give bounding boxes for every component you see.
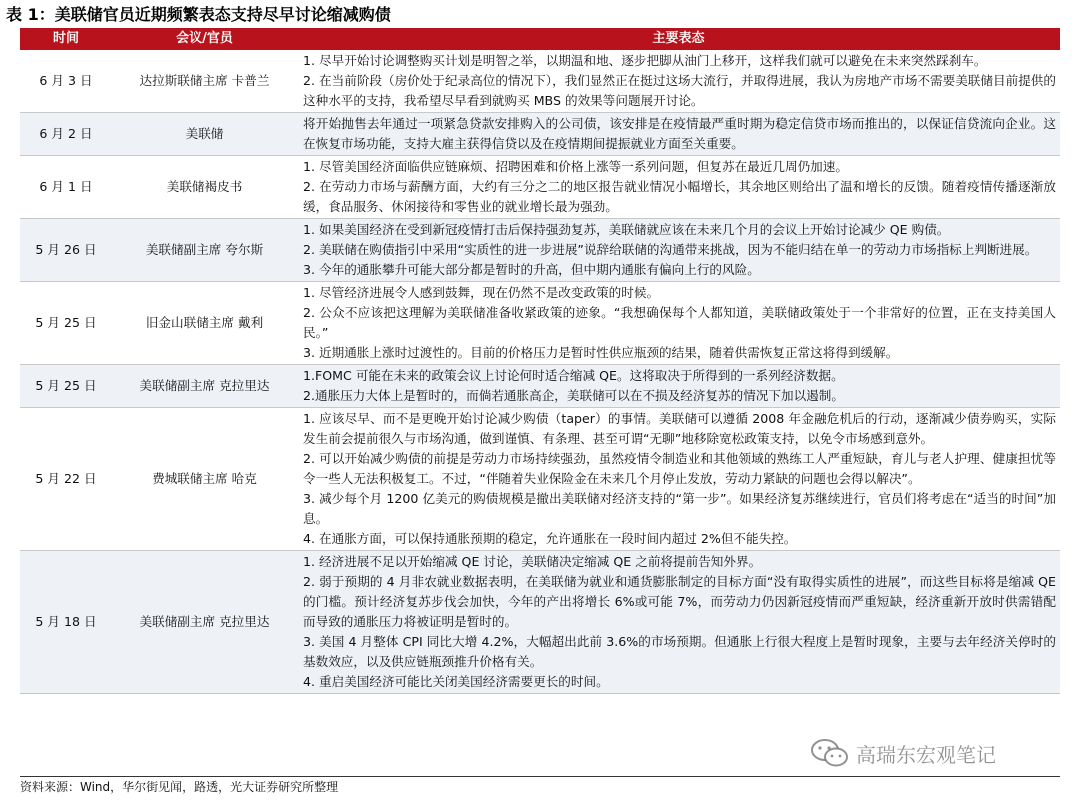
- row-content: [297, 50, 1060, 113]
- statements-table: [20, 28, 1060, 694]
- row-date: 6 月 3 日: [20, 50, 112, 113]
- statement-line: 1. 如果美国经济在受到新冠疫情打击后保持强劲复苏，美联储就应该在未来几个月的会议上开始讨论减少 QE 购债。: [303, 222, 950, 237]
- statement-line: 2. 可以开始减少购债的前提是劳动力市场持续强劲，虽然疫情令制造业和其他领域的熟练工人严重短缺，育儿与老人护理、健康担忧等令一些人无法积极复工。不过，“伴随着失业保险金在未来几个月停止发放，劳动力紧缺的问题也会得以解决”。: [303, 451, 1056, 486]
- header-date: 时间: [20, 28, 112, 50]
- wechat-icon: [810, 738, 850, 768]
- row-meeting: 费城联储主席 哈克: [112, 408, 297, 551]
- row-meeting: 美联储副主席 克拉里达: [112, 551, 297, 694]
- statement-line: 1.FOMC 可能在未来的政策会议上讨论何时适合缩减 QE。这将取决于所得到的一系列经济数据。: [303, 368, 844, 383]
- row-meeting: 达拉斯联储主席 卡普兰: [112, 50, 297, 113]
- row-meeting: 美联储褐皮书: [112, 156, 297, 219]
- row-date: 5 月 25 日: [20, 282, 112, 365]
- row-meeting: 美联储副主席 夸尔斯: [112, 219, 297, 282]
- statement-line: 2. 公众不应该把这理解为美联储准备收紧政策的迹象。“我想确保每个人都知道，美联储政策处于一个非常好的位置，正在支持美国人民。”: [303, 305, 1056, 340]
- statement-line: 2. 在当前阶段（房价处于纪录高位的情况下），我们显然正在挺过这场大流行，并取得进展，我认为房地产市场不需要美联储目前提供的这种水平的支持，我希望尽早看到就购买 MBS 的效果等问题展开讨论。: [303, 73, 1056, 108]
- row-meeting: 旧金山联储主席 戴利: [112, 282, 297, 365]
- table-header-row: [20, 28, 1060, 50]
- statement-line: 2. 弱于预期的 4 月非农就业数据表明，在美联储为就业和通货膨胀制定的目标方面“没有取得实质性的进展”，而这些目标将是缩减 QE 的门槛。预计经济复苏步伐会加快，今年的产出将增长 6%或可能 7%，而劳动力仍因新冠疫情而严重短缺，经济重新开放时供需错配而导致的通胀压力将被证明是暂时的。: [303, 574, 1056, 629]
- table-row: [20, 50, 1060, 113]
- row-date: 5 月 25 日: [20, 365, 112, 408]
- table-row: [20, 365, 1060, 408]
- statement-line: 1. 应该尽早、而不是更晚开始讨论减少购债（taper）的事情。美联储可以遵循 2008 年金融危机后的行动，逐渐减少债券购买，实际发生前会提前很久与市场沟通，做到谨慎、有条理、甚至可谓“无聊”地移除宽松政策支持，以免令市场感到意外。: [303, 411, 1056, 446]
- row-date: 6 月 2 日: [20, 113, 112, 156]
- statement-line: 1. 尽管美国经济面临供应链麻烦、招聘困难和价格上涨等一系列问题，但复苏在最近几周仍加速。: [303, 159, 848, 174]
- row-date: 5 月 26 日: [20, 219, 112, 282]
- statement-line: 2.通胀压力大体上是暂时的，而倘若通胀高企，美联储可以在不损及经济复苏的情况下加以遏制。: [303, 388, 844, 403]
- table-row: [20, 408, 1060, 551]
- statement-line: 1. 尽早开始讨论调整购买计划是明智之举，以期温和地、逐步把脚从油门上移开，这样我们就可以避免在未来突然踩刹车。: [303, 53, 987, 68]
- source-divider: [20, 776, 1060, 777]
- row-content: [297, 551, 1060, 694]
- table-row: [20, 219, 1060, 282]
- row-content: [297, 365, 1060, 408]
- statement-line: 3. 今年的通胀攀升可能大部分都是暂时的升高，但中期内通胀有偏向上行的风险。: [303, 262, 760, 277]
- row-content: [297, 282, 1060, 365]
- statement-line: 1. 尽管经济进展令人感到鼓舞，现在仍然不是改变政策的时候。: [303, 285, 660, 300]
- table-row: [20, 156, 1060, 219]
- statement-line: 3. 近期通胀上涨时过渡性的。目前的价格压力是暂时性供应瓶颈的结果，随着供需恢复正常这将得到缓解。: [303, 345, 899, 360]
- statement-line: 2. 美联储在购债指引中采用“实质性的进一步进展”说辞给联储的沟通带来挑战，因为不能归结在单一的劳动力市场指标上判断进展。: [303, 242, 1038, 257]
- statement-line: 3. 美国 4 月整体 CPI 同比大增 4.2%，大幅超出此前 3.6%的市场预期。但通胀上行很大程度上是暂时现象，主要与去年经济关停时的基数效应，以及供应链瓶颈推升价格有关。: [303, 634, 1056, 669]
- row-date: 6 月 1 日: [20, 156, 112, 219]
- row-content: [297, 219, 1060, 282]
- row-content: [297, 156, 1060, 219]
- statement-line: 4. 重启美国经济可能比关闭美国经济需要更长的时间。: [303, 674, 609, 689]
- statement-line: 3. 减少每个月 1200 亿美元的购债规模是撤出美联储对经济支持的“第一步”。如果经济复苏继续进行，官员们将考虑在“适当的时间”加息。: [303, 491, 1056, 526]
- watermark: [810, 738, 996, 768]
- header-meeting: 会议/官员: [112, 28, 297, 50]
- statement-line: 4. 在通胀方面，可以保持通胀预期的稳定，允许通胀在一段时间内超过 2%但不能失控。: [303, 531, 797, 546]
- row-content: [297, 113, 1060, 156]
- header-content: 主要表态: [297, 28, 1060, 50]
- row-meeting: 美联储: [112, 113, 297, 156]
- statement-line: 将开始抛售去年通过一项紧急贷款安排购入的公司债，该安排是在疫情最严重时期为稳定信贷市场而推出的，以保证信贷流向企业。这在恢复市场功能，支持大雇主获得信贷以及在疫情期间提振就业方面至关重要。: [303, 116, 1056, 151]
- row-content: [297, 408, 1060, 551]
- table-row: [20, 551, 1060, 694]
- statement-line: 2. 在劳动力市场与薪酬方面，大约有三分之二的地区报告就业情况小幅增长，其余地区则给出了温和增长的反馈。随着疫情传播逐渐放缓，食品服务、休闲接待和零售业的就业增长最为强劲。: [303, 179, 1056, 214]
- table-row: [20, 282, 1060, 365]
- row-date: 5 月 18 日: [20, 551, 112, 694]
- watermark-text: 高瑞东宏观笔记: [856, 742, 996, 767]
- table-title: 表 1：美联储官员近期频繁表态支持尽早讨论缩减购债: [6, 5, 391, 24]
- table-row: [20, 113, 1060, 156]
- source-note: 资料来源：Wind，华尔街见闻，路透，光大证券研究所整理: [20, 780, 339, 794]
- row-date: 5 月 22 日: [20, 408, 112, 551]
- row-meeting: 美联储副主席 克拉里达: [112, 365, 297, 408]
- statement-line: 1. 经济进展不足以开始缩减 QE 讨论，美联储决定缩减 QE 之前将提前告知外界。: [303, 554, 762, 569]
